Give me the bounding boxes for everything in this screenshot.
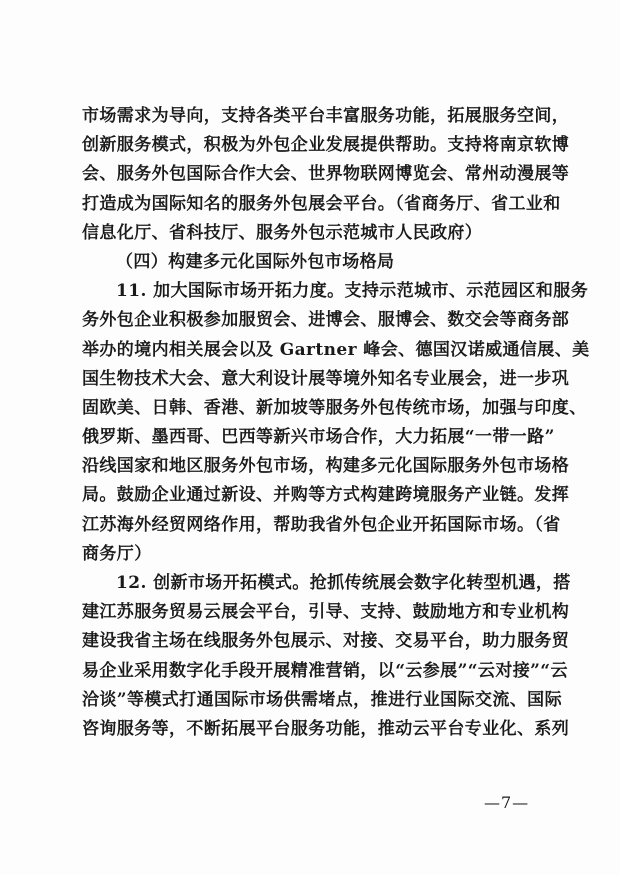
text-line: 创新服务模式，积极为外包企业发展提供帮助。支持将南京软博 [82,135,570,156]
text-line: 商务厅） [82,543,152,564]
text-line: 江苏海外经贸网络作用，帮助我省外包企业开拓国际市场。（省 [82,514,561,535]
text-line: 信息化厅、省科技厅、服务外包示范城市人民政府） [82,222,483,243]
text-line: 12. 创新市场开拓模式。抢抓传统展会数字化转型机遇，搭 [116,573,571,593]
text-line: 局。鼓励企业通过新设、并购等方式构建跨境服务产业链。发挥 [82,485,570,506]
text-line: 举办的境内相关展会以及 Gartner 峰会、德国汉诺威通信展、美 [82,339,590,360]
text-line: 建江苏服务贸易云展会平台，引导、支持、鼓励地方和专业机构 [82,602,570,623]
text-line: 咨询服务等，不断拓展平台服务功能，推动云平台专业化、系列 [82,718,570,739]
text-line: 沿线国家和地区服务外包市场，构建多元化国际服务外包市场格 [82,456,570,477]
text-line: 俄罗斯、墨西哥、巴西等新兴市场合作，大力拓展“一带一路” [82,427,555,448]
page-number: —7— [484,793,530,812]
text-line: 市场需求为导向，支持各类平台丰富服务功能，拓展服务空间， [82,106,570,126]
section-heading: （四）构建多元化国际外包市场格局 [116,251,395,272]
document-body [82,102,590,744]
text-line: 务外包企业积极参加服贸会、进博会、服博会、数交会等商务部 [82,310,570,331]
text-line: 易企业采用数字化手段开展精准营销，以“云参展”“云对接”“云 [82,660,568,681]
text-line: 洽谈”等模式打通国际市场供需堵点，推进行业国际交流、国际 [82,689,562,710]
text-line: 建设我省主场在线服务外包展示、对接、交易平台，助力服务贸 [82,631,570,652]
text-line: 国生物技术大会、意大利设计展等境外知名专业展会，进一步巩 [82,368,570,389]
text-line: 11. 加大国际市场开拓力度。支持示范城市、示范园区和服务 [116,281,589,302]
text-line: 打造成为国际知名的服务外包展会平台。（省商务厅、省工业和 [82,193,561,214]
text-line: 会、服务外包国际合作大会、世界物联网博览会、常州动漫展等 [82,164,570,185]
text-line: 固欧美、日韩、香港、新加坡等服务外包传统市场，加强与印度、 [82,397,587,418]
